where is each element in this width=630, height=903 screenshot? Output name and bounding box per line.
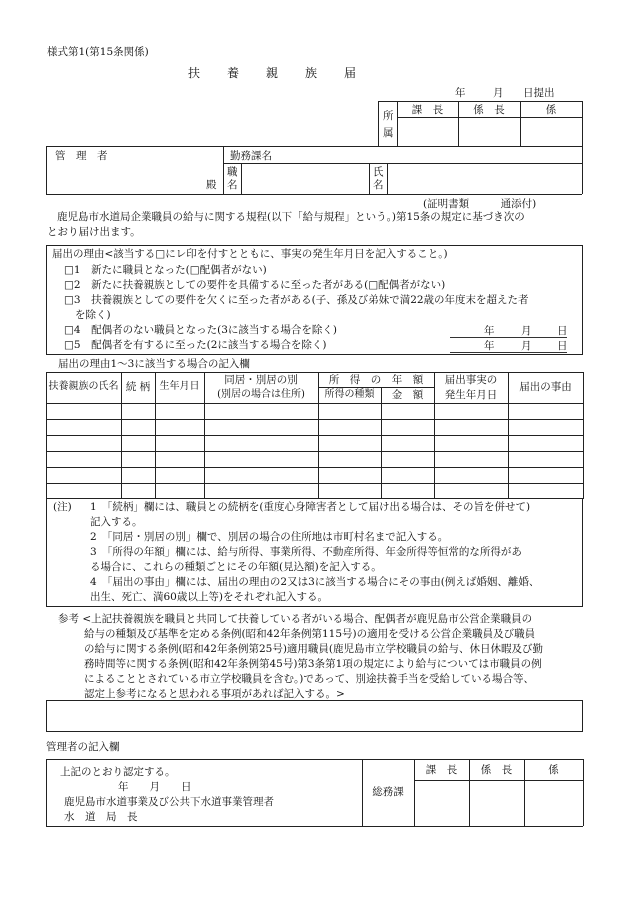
col-header-name: 扶養親族の氏名	[48, 381, 119, 392]
reason-3-line2: を除く)	[75, 309, 111, 321]
certified-date: 年 月 日	[118, 781, 192, 793]
col-header-reason: 届出の事由	[519, 381, 572, 393]
notes-label: (注)	[53, 501, 72, 513]
form-id: 様式第1(第15条関係)	[47, 46, 149, 58]
admin-section-chief-stamp-cell[interactable]	[415, 781, 468, 825]
table-row[interactable]	[47, 484, 582, 498]
reference-line-6: 認定上参考になると思われる事項があれば記入する。>	[84, 688, 345, 700]
reason-5-month: 月	[521, 340, 532, 352]
admin-subsection-chief-stamp-cell[interactable]	[470, 781, 523, 825]
table-caption: 届出の理由1〜3に該当する場合の記入欄	[58, 358, 250, 370]
reason-5[interactable]: □5 配偶者を有するに至った(2に該当する場合を除く)	[64, 339, 327, 351]
submit-month-label: 月	[493, 87, 504, 99]
col-header-birthdate: 生年月日	[159, 381, 200, 392]
form-title: 扶 養 親 族 届	[188, 66, 358, 80]
section-chief-stamp-cell[interactable]	[397, 117, 458, 146]
water-bureau-chief: 水 道 局 長	[64, 811, 138, 823]
col-header-occurrence-2: 発生年月日	[444, 389, 498, 401]
reason-3-line1[interactable]: □3 扶養親族としての要件を欠くに至った者がある(子、孫及び弟妹で満22歳の年度末を超えた者	[64, 294, 529, 306]
table-row[interactable]	[47, 404, 582, 419]
note-1-line2: 記入する。	[90, 516, 143, 528]
reason-1[interactable]: □1 新たに職員となった(□配偶者がない)	[64, 264, 267, 276]
reason-4[interactable]: □4 配偶者のない職員となった(3に該当する場合を除く)	[64, 324, 337, 336]
subsection-chief-stamp-cell[interactable]	[458, 117, 520, 146]
reference-entry-box[interactable]	[46, 700, 583, 732]
note-4-line2: 出生、死亡、満60歳以上等)をそれぞれ記入する。	[90, 591, 328, 603]
general-affairs-label: 総務課	[372, 786, 404, 798]
admin-staff-header: 係	[548, 764, 559, 776]
admin-staff-stamp-cell[interactable]	[525, 781, 582, 825]
note-3-line2: る場合に、これらの種類ごとにその年額(見込額)を記入する。	[90, 561, 382, 573]
reference-line-1: 参考 <上記扶養親族を職員と共同して扶養している者がいる場合、配偶者が鹿児島市公営企業職員の	[58, 613, 533, 625]
certified-text: 上記のとおり認定する。	[60, 766, 176, 778]
col-header-income-amount: 金 額	[391, 389, 424, 401]
intro-line-2: とおり届け出ます。	[47, 226, 141, 238]
note-1-line1: 1 「続柄」欄には、職員との続柄を(重度心身障害者として届け出る場合は、その旨を併せて)	[90, 501, 531, 513]
reason-4-day: 日	[557, 325, 568, 337]
reference-line-2: 給与の種類及び基準を定める条例(昭和42年条例第115号)の適用を受ける公営企業職員及び職員	[84, 628, 536, 640]
reason-5-day: 日	[557, 340, 568, 352]
reason-2[interactable]: □2 新たに扶養親族としての要件を具備するに至った者がある(□配偶者がない)	[64, 279, 446, 291]
dono-label: 殿	[206, 179, 217, 191]
table-row[interactable]	[47, 468, 582, 483]
note-4-line1: 4 「届出の事由」欄には、届出の理由の2又は3に該当する場合にその事由(例えば婚姻、離婚、	[90, 576, 540, 588]
col-header-income-type: 所得の種類	[324, 389, 375, 400]
affiliation-label-1: 所	[383, 110, 394, 122]
reasons-header: 届出の理由<該当する□にレ印を付すとともに、事実の発生年月日を記入すること。)	[52, 248, 448, 260]
staff-stamp-cell[interactable]	[520, 117, 582, 146]
section-chief-header: 課 長	[411, 104, 444, 116]
name-label-1: 氏	[373, 166, 384, 178]
reason-5-date-underline[interactable]	[450, 352, 567, 353]
intro-line-1: 鹿児島市水道局企業職員の給与に関する規程(以下「給与規程」という。)第15条の規定に基づき次の	[57, 211, 525, 223]
manager-label: 管 理 者	[55, 150, 108, 162]
col-header-income: 所 得 の 年 額	[328, 374, 424, 386]
name-label-2: 名	[373, 179, 384, 191]
table-row[interactable]	[47, 452, 582, 467]
col-header-relation: 続 柄	[125, 381, 151, 393]
reference-line-4: 務時間等に関する条例(昭和42年条例第45号)第3条第1項の規定により給与については市職員の例	[84, 658, 542, 670]
reason-5-year: 年	[484, 340, 495, 352]
job-title-field[interactable]	[242, 164, 368, 193]
job-title-label-2: 名	[227, 179, 238, 191]
submit-year-label: 年	[455, 87, 466, 99]
reference-line-5: によることとされている市立学校職員を含む。)であって、別途扶養手当を受給している場合等、	[84, 673, 535, 685]
subsection-chief-header: 係 長	[473, 104, 505, 116]
admin-subsection-chief-header: 係 長	[480, 764, 513, 776]
table-row[interactable]	[47, 436, 582, 451]
department-field[interactable]	[300, 147, 581, 162]
col-header-occurrence-1: 届出事実の	[444, 374, 498, 386]
reason-4-year: 年	[484, 325, 495, 337]
affiliation-label-2: 属	[383, 127, 394, 139]
name-field[interactable]	[388, 164, 581, 193]
staff-header: 係	[545, 104, 557, 116]
note-2: 2 「同居・別居の別」欄で、別居の場合の住所地は市町村名まで記入する。	[90, 531, 449, 543]
manager-organization: 鹿児島市水道事業及び公共下水道事業管理者	[64, 796, 274, 808]
submit-day-label: 日提出	[523, 87, 555, 99]
col-header-cohabit-1: 同居・別居の別	[224, 374, 298, 386]
col-header-cohabit-2: (別居の場合は住所)	[217, 389, 305, 400]
reason-4-month: 月	[521, 325, 532, 337]
admin-section-label: 管理者の記入欄	[46, 741, 120, 753]
proof-documents-note: (証明書類 通添付)	[423, 198, 537, 210]
note-3-line1: 3 「所得の年額」欄には、給与所得、事業所得、不動産所得、年金所得等恒常的な所得があ	[90, 546, 522, 558]
job-title-label-1: 職	[227, 166, 238, 178]
department-label: 勤務課名	[230, 150, 272, 162]
admin-section-chief-header: 課 長	[425, 764, 458, 776]
reason-4-date-underline[interactable]	[450, 337, 567, 338]
reference-line-3: の給与に関する条例(昭和42年条例第25号)適用職員(鹿児島市立学校職員の給与、休日休暇及び勤	[84, 643, 544, 655]
table-row[interactable]	[47, 420, 582, 435]
